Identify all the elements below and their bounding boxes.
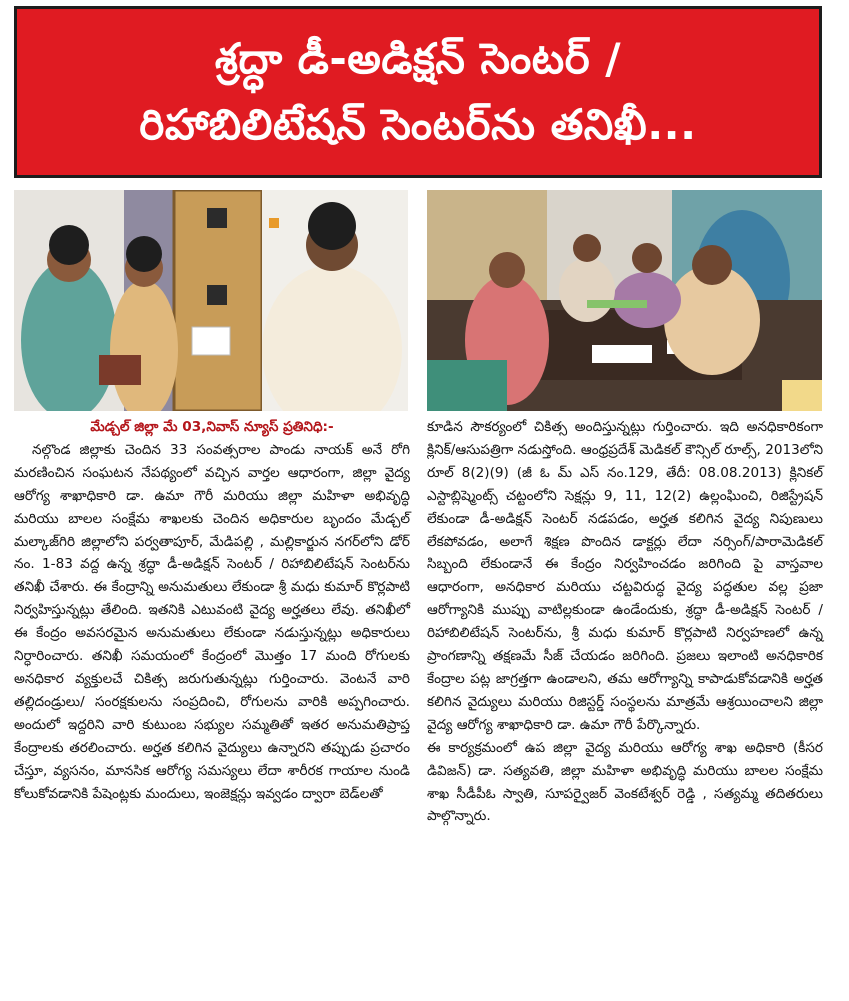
article-dateline: మేడ్చల్ జిల్లా మే 03,నివాస్ న్యూస్ ప్రతినిధి:- (90, 419, 334, 435)
headline-banner (14, 6, 822, 178)
article-paragraph-2: కూడిన సౌకర్యంలో చికిత్స అందిస్తున్నట్లు గుర్తించారు. ఇది అనధికారికంగా క్లినిక్/ఆసుపత్రిగా నడుస్తోంది. ఆంధ్రప్రదేశ్ మెడికల్ కౌన్సిల్ రూల్స్, 2013లోని రూల్ 8(2)(9) (జీ ఓ మ్ ఎస్ నం.129, తేదీ: 08.08.2013) క్లినికల్ ఎస్టాబ్లిష్మెంట్స్ చట్టంలోని సెక్షన్లు 9, 11, 12(2) ఉల్లంఘించి, రిజిస్ట్రేషన్ లేకుండా డీ-అడిక్షన్ సెంటర్ నడపడం, అర్హత కలిగిన వైద్య నిపుణులు లేకపోవడం, అలాగే శిక్షణ పొందిన డాక్టర్లు లేదా నర్సింగ్/పారామెడికల్ సిబ్బంది లేకుండానే ఈ కేంద్రం నిర్వహించడం జరిగింది పై వాస్తవాల ఆధారంగా, అనధికార మరియు చట్టవిరుద్ధ వైద్య పద్ధతుల వల్ల ప్రజా ఆరోగ్యానికి ముప్పు వాటిల్లకుండా ఉండేందుకు, శ్రద్ధా డీ-అడిక్షన్ సెంటర్ / రిహాబిలిటేషన్ సెంటర్‌ను, శ్రీ మధు కుమార్ కొర్లపాటి నిర్వహణలో ఉన్న ప్రాంగణాన్ని తక్షణమే సీజ్ చేయడం జరిగింది. ప్రజలు ఇలాంటి అనధికారిక కేంద్రాల పట్ల జాగ్రత్తగా ఉండాలని, తమ ఆరోగ్యాన్ని కాపాడుకోవడానికి అర్హత కలిగిన వైద్యులు మరియు రిజిస్టర్డ్ సంస్థలను మాత్రమే ఆశ్రయించాలని జిల్లా వైద్య ఆరోగ్య శాఖాధికారి డా. ఉమా గౌరీ పేర్కొన్నారు. (427, 419, 823, 733)
inspection-photo-office (427, 190, 822, 411)
article-column-left (14, 416, 410, 805)
headline-line-1: శ్రద్ధా డీ-అడిక్షన్ సెంటర్ / (214, 34, 622, 83)
article-paragraph-1: నల్గొండ జిల్లాకు చెందిన 33 సంవత్సరాల పాండు నాయక్ అనే రోగి మరణించిన సంఘటన నేపథ్యంలో వచ్చిన వార్తల ఆధారంగా, జిల్లా వైద్య ఆరోగ్య శాఖాధికారి డా. ఉమా గౌరీ మరియు జిల్లా మహిళా అభివృద్ధి మరియు బాలల సంక్షేమ శాఖలకు చెందిన అధికారుల బృందం మేడ్చల్ మల్కాజ్‌గిరి జిల్లాలోని పర్వతాపూర్, మేడిపల్లి , మల్లికార్జున నగర్‌లోని డోర్ నం. 1-83 వద్ద ఉన్న శ్రద్ధా డీ-అడిక్షన్ సెంటర్ / రిహాబిలిటేషన్ సెంటర్‌ను తనిఖీ చేశారు. ఈ కేంద్రాన్ని అనుమతులు లేకుండా శ్రీ మధు కుమార్ కొర్లపాటి నిర్వహిస్తున్నట్లు తేలింది. ఇతనికి ఎటువంటి వైద్య అర్హతలు లేవు. తనిఖీలో ఈ కేంద్రం అవసరమైన అనుమతులు లేకుండా నడుస్తున్నట్లు అధికారులు నిర్ధారించారు. తనిఖీ సమయంలో కేంద్రంలో మొత్తం 17 మంది రోగులకు అనధికార వ్యక్తులచే చికిత్స జరుగుతున్నట్లు గుర్తించారు. వెంటనే వారి తల్లిదండ్రులు/ సంరక్షకులను సంప్రదించి, రోగులను వారికి అప్పగించారు. అందులో ఇద్దరిని వారి కుటుంబ సభ్యుల సమ్మతితో ఇతర అనుమతిప్రాప్త కేంద్రాలకు తరలించారు. అర్హత కలిగిన వైద్యులు ఉన్నారని తప్పుడు ప్రచారం చేస్తూ, వ్యసనం, మానసిక ఆరోగ్య సమస్యలు లేదా శారీరక గాయాల నుండి కోలుకోవడానికి పేషెంట్లకు మందులు, ఇంజెక్షన్లు ఇవ్వడం ద్వారా బెడ్‌లతో (14, 441, 410, 802)
article-paragraph-3: ఈ కార్యక్రమంలో ఉప జిల్లా వైద్య మరియు ఆరోగ్య శాఖ అధికారి (కీసర డివిజన్) డా. సత్యవతి, జిల్లా మహిళా అభివృద్ధి మరియు బాలల సంక్షేమ శాఖ సీడీపీఓ స్వాతి, సూపర్వైజర్ వెంకటేశ్వర్ రెడ్డి , సత్యమ్మ తదితరులు పాల్గొన్నారు. (427, 739, 823, 825)
article-column-right (427, 416, 823, 828)
headline-line-2: రిహాబిలిటేషన్ సెంటర్‌ను తనిఖీ... (139, 100, 697, 149)
inspection-photo-handover (14, 190, 408, 411)
